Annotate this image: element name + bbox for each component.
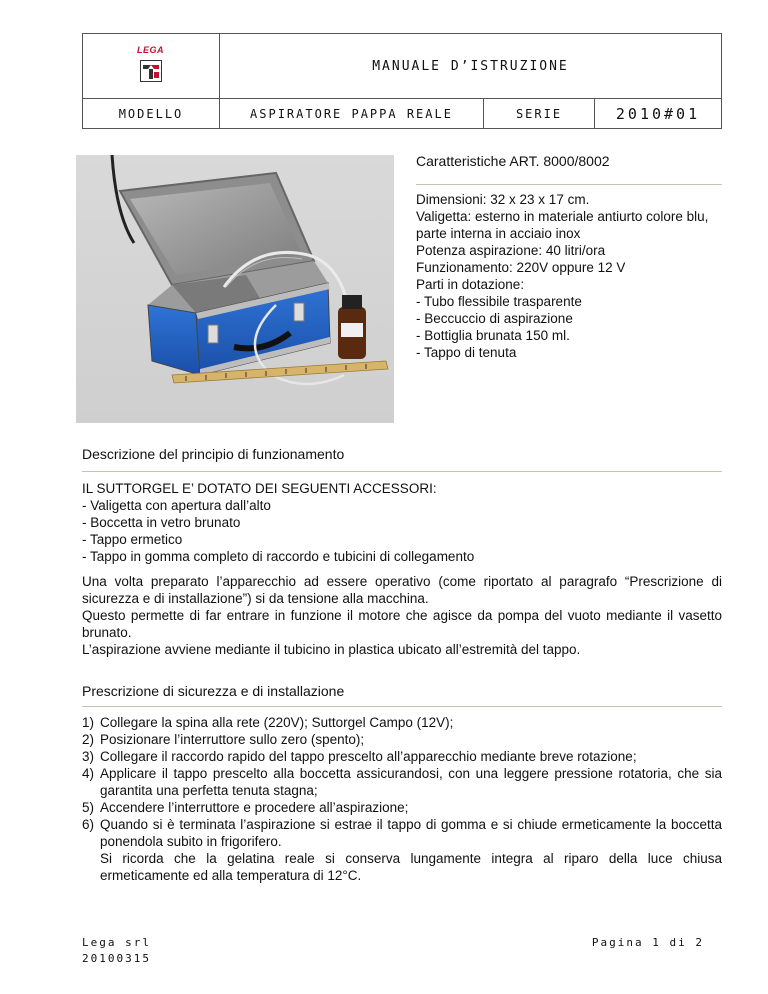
brand-name: LEGA bbox=[137, 45, 165, 55]
spec-line: Dimensioni: 32 x 23 x 17 cm. bbox=[416, 192, 590, 207]
step-number: 1) bbox=[82, 715, 95, 730]
description-title-rule bbox=[82, 471, 722, 472]
step-number: 3) bbox=[82, 749, 95, 764]
spec-line: Potenza aspirazione: 40 litri/ora bbox=[416, 243, 606, 258]
safety-title: Prescrizione di sicurezza e di installazione bbox=[82, 683, 345, 699]
spec-line: Valigetta: esterno in materiale antiurto colore blu, bbox=[416, 209, 709, 224]
accessory-line: - Boccetta in vetro brunato bbox=[82, 515, 241, 530]
step-number: 5) bbox=[82, 800, 95, 815]
description-title: Descrizione del principio di funzionamento bbox=[82, 446, 345, 462]
spec-line: Funzionamento: 220V oppure 12 V bbox=[416, 260, 626, 275]
accessories-list bbox=[82, 480, 722, 565]
series-label: SERIE bbox=[484, 99, 595, 128]
safety-steps bbox=[82, 714, 722, 884]
step-text: Applicare il tappo prescelto alla boccetta assicurandosi, con una leggere pressione rotatoria, che sia garantita una perfetta tenuta stagna; bbox=[100, 766, 722, 798]
document-title: MANUALE D’ISTRUZIONE bbox=[372, 58, 569, 74]
list-item bbox=[82, 816, 722, 850]
description-paragraph: L’aspirazione avviene mediante il tubicino in plastica ubicato all’estremità del tappo. bbox=[82, 642, 581, 657]
model-label: MODELLO bbox=[83, 99, 220, 128]
lega-logo-icon bbox=[140, 60, 162, 82]
step-text: Collegare la spina alla rete (220V); Suttorgel Campo (12V); bbox=[100, 715, 454, 730]
step-text: Posizionare l’interruttore sullo zero (spento); bbox=[100, 732, 365, 747]
spec-line: Parti in dotazione: bbox=[416, 277, 525, 292]
logo-cell bbox=[83, 34, 220, 98]
accessory-line: - Tappo in gomma completo di raccordo e tubicini di collegamento bbox=[82, 549, 475, 564]
spec-line: - Bottiglia brunata 150 ml. bbox=[416, 328, 570, 343]
step-text: Collegare il raccordo rapido del tappo prescelto all’apparecchio mediante breve rotazione; bbox=[100, 749, 637, 764]
step-number: 2) bbox=[82, 732, 95, 747]
step-number: 6) bbox=[82, 817, 95, 832]
spec-line: - Tubo flessibile trasparente bbox=[416, 294, 582, 309]
accessory-line: - Valigetta con apertura dall’alto bbox=[82, 498, 271, 513]
spec-line: - Beccuccio di aspirazione bbox=[416, 311, 573, 326]
document-header bbox=[82, 33, 722, 129]
accessory-line: IL SUTTORGEL E’ DOTATO DEI SEGUENTI ACCESSORI: bbox=[82, 481, 437, 496]
footer-page-number: Pagina 1 di 2 bbox=[591, 936, 704, 949]
product-photo bbox=[76, 155, 394, 423]
header-info-row bbox=[83, 98, 721, 128]
series-value: 2010#01 bbox=[615, 104, 701, 123]
description-body bbox=[82, 573, 722, 658]
spec-line: - Tappo di tenuta bbox=[416, 345, 517, 360]
safety-note: Si ricorda che la gelatina reale si conserva lungamente integra al riparo della luce chiusa ermeticamente ed alla temperatura di 12°C. bbox=[100, 851, 722, 883]
description-paragraph: Questo permette di far entrare in funzione il motore che agisce da pompa del vuoto mediante il vasetto brunato. bbox=[82, 608, 722, 640]
list-item bbox=[82, 731, 722, 748]
step-text: Accendere l’interruttore e procedere all’aspirazione; bbox=[100, 800, 409, 815]
accessory-line: - Tappo ermetico bbox=[82, 532, 183, 547]
list-item bbox=[82, 799, 722, 816]
list-item bbox=[82, 748, 722, 765]
step-text: Quando si è terminata l’aspirazione si estrae il tappo di gomma e si chiude ermeticamente la boccetta ponendola subito in frigorifero. bbox=[100, 817, 722, 849]
description-paragraph: Una volta preparato l’apparecchio ad essere operativo (come riportato al paragrafo “Prescrizione di sicurezza e di installazione”) si da tensione alla macchina. bbox=[82, 574, 722, 606]
model-value: ASPIRATORE PAPPA REALE bbox=[220, 99, 484, 128]
list-item bbox=[82, 765, 722, 799]
safety-title-rule bbox=[82, 706, 722, 707]
list-item bbox=[82, 714, 722, 731]
list-item bbox=[82, 850, 722, 884]
specs-title-rule bbox=[416, 184, 722, 185]
footer-date: 20100315 bbox=[82, 952, 151, 965]
step-number: 4) bbox=[82, 766, 95, 781]
specs-list bbox=[416, 191, 708, 361]
specs-title: Caratteristiche ART. 8000/8002 bbox=[416, 153, 610, 169]
spec-line: parte interna in acciaio inox bbox=[416, 226, 581, 241]
footer-company: Lega srl bbox=[82, 936, 151, 949]
